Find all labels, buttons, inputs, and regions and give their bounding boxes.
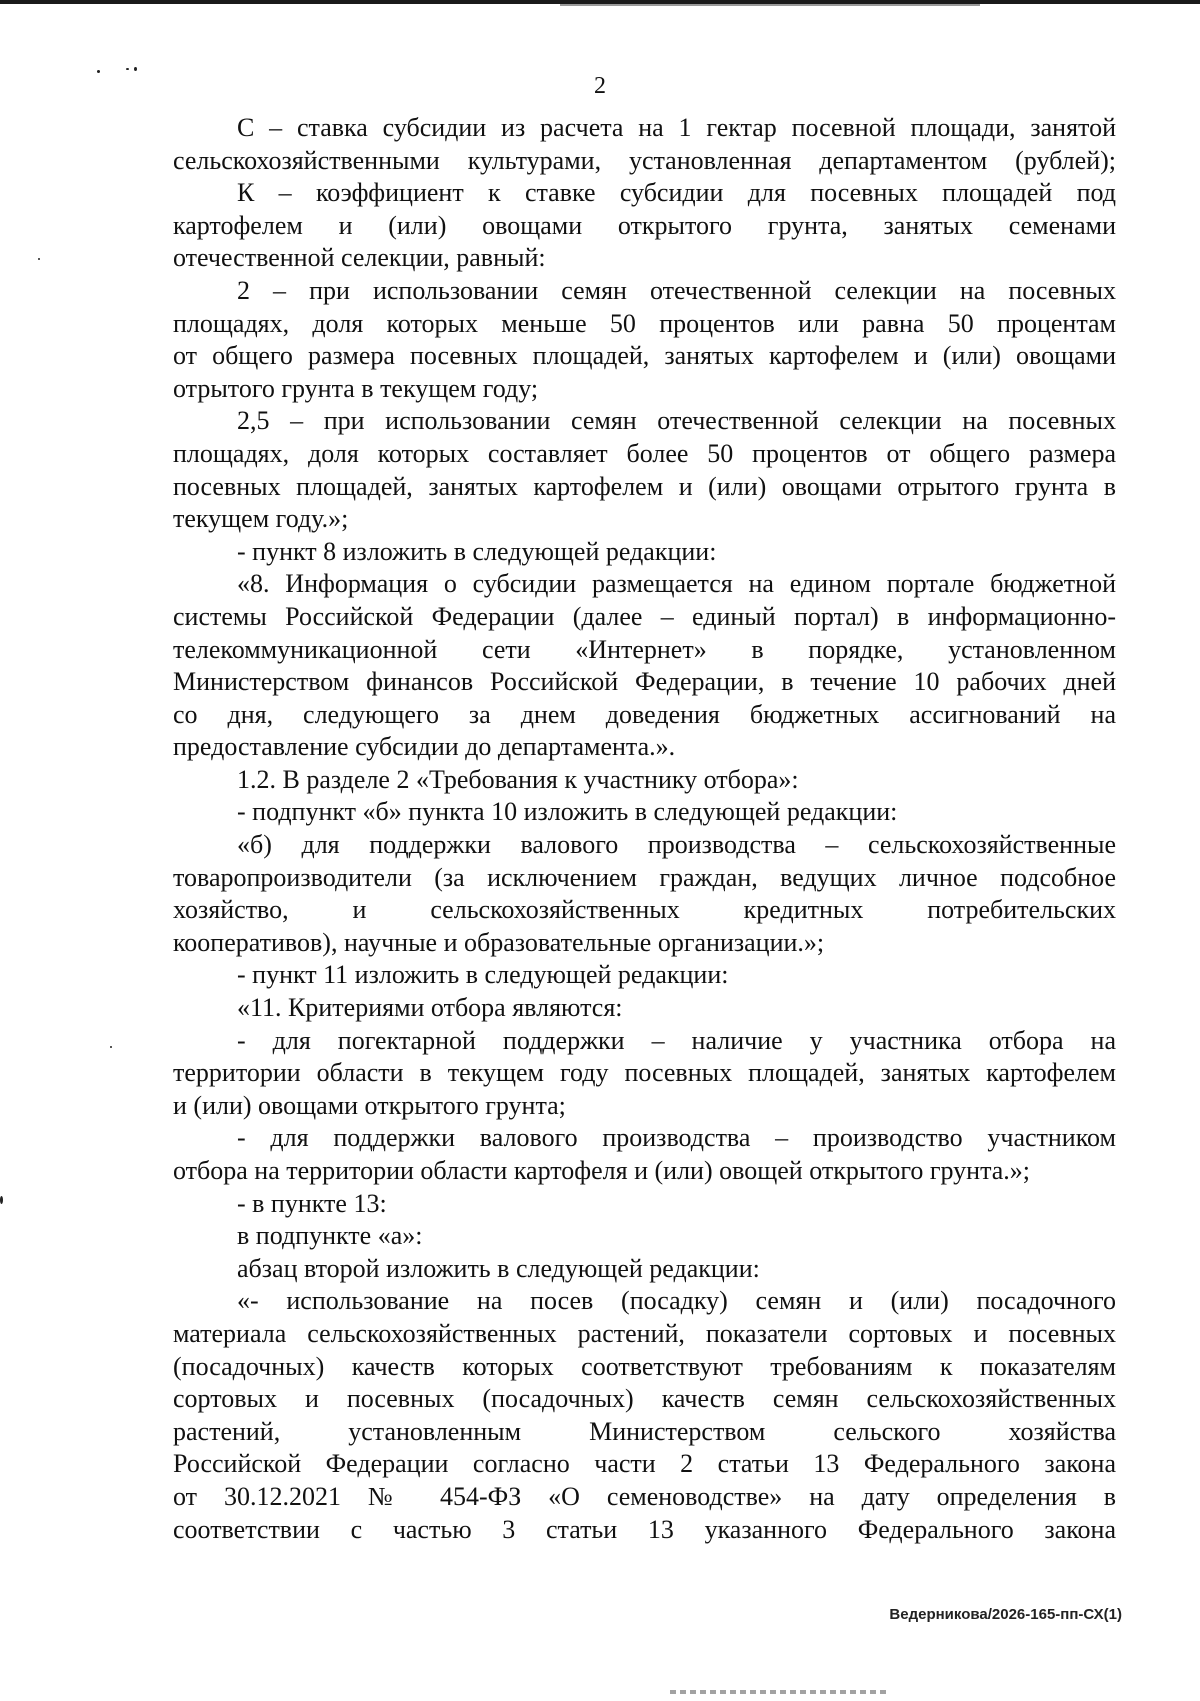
text-line: Министерством финансов Российской Федерации, в течение 10 рабочих дней — [173, 667, 1116, 697]
scan-edge-line-secondary — [560, 4, 980, 6]
text-line: - для погектарной поддержки – наличие у участника отбора на — [237, 1025, 1116, 1055]
text-line: картофелем и (или) овощами открытого грунта, занятых семенами — [173, 210, 1116, 240]
document-footer-id: Ведерникова/2026-165-пп-СХ(1) — [889, 1606, 1122, 1623]
text-line: площадях, доля которых составляет более 50 процентов от общего размера — [173, 438, 1116, 468]
text-line: растений, установленным Министерством сельского хозяйства — [173, 1416, 1116, 1446]
text-line: текущем году.»; — [173, 504, 349, 534]
text-line: телекоммуникационной сети «Интернет» в порядке, установленном — [173, 634, 1116, 664]
text-line: материала сельскохозяйственных растений, показатели сортовых и посевных — [173, 1318, 1116, 1348]
text-line: 2,5 – при использовании семян отечественной селекции на посевных — [237, 406, 1116, 436]
text-line: - подпункт «б» пункта 10 изложить в следующей редакции: — [237, 797, 898, 827]
text-line: отбора на территории области картофеля и (или) овощей открытого грунта.»; — [173, 1156, 1031, 1185]
scan-speck — [0, 1196, 3, 1204]
text-line: от общего размера посевных площадей, занятых картофелем и (или) овощами — [173, 341, 1116, 371]
text-line: «8. Информация о субсидии размещается на едином портале бюджетной — [237, 569, 1116, 599]
page-number: 2 — [594, 73, 606, 99]
text-line: 2 – при использовании семян отечественной селекции на посевных — [237, 275, 1116, 305]
scan-speck — [38, 258, 40, 260]
document-body — [173, 112, 1116, 1546]
text-line: посевных площадей, занятых картофелем и (или) овощами отрытого грунта в — [173, 471, 1116, 501]
text-line: абзац второй изложить в следующей редакции: — [237, 1253, 760, 1283]
text-line: хозяйство, и сельскохозяйственных кредитных потребительских — [173, 895, 1116, 925]
scan-edge-line-bottom — [670, 1690, 890, 1694]
text-line: С – ставка субсидии из расчета на 1 гектар посевной площади, занятой — [237, 113, 1116, 142]
text-line: отечественной селекции, равный: — [173, 243, 546, 273]
text-line: - в пункте 13: — [237, 1188, 387, 1218]
text-line: Российской Федерации согласно части 2 статьи 13 Федерального закона — [173, 1449, 1116, 1479]
text-line: в подпункте «а»: — [237, 1221, 423, 1251]
text-line: отрытого грунта в текущем году; — [173, 373, 539, 403]
text-line: сельскохозяйственными культурами, установленная департаментом (рублей); — [173, 145, 1116, 175]
text-line: «11. Критериями отбора являются: — [237, 993, 623, 1023]
text-line: кооперативов), научные и образовательные организации.»; — [173, 927, 825, 957]
text-line: - пункт 8 изложить в следующей редакции: — [237, 536, 717, 566]
text-line: К – коэффициент к ставке субсидии для посевных площадей под — [237, 178, 1116, 208]
text-line: от 30.12.2021 № 454-ФЗ «О семеноводстве» на дату определения в — [173, 1481, 1116, 1511]
text-line: площадях, доля которых меньше 50 процентов или равна 50 процентам — [173, 308, 1116, 338]
text-line: товаропроизводители (за исключением граждан, ведущих личное подсобное — [173, 862, 1116, 892]
text-line: 1.2. В разделе 2 «Требования к участнику отбора»: — [237, 764, 799, 794]
text-line: со дня, следующего за днем доведения бюджетных ассигнований на — [173, 699, 1116, 729]
text-line: «- использование на посев (посадку) семян и (или) посадочного — [237, 1286, 1116, 1316]
text-line: и (или) овощами открытого грунта; — [173, 1090, 566, 1120]
text-line: - пункт 11 изложить в следующей редакции: — [237, 960, 729, 990]
text-line: - для поддержки валового производства – производство участником — [237, 1123, 1116, 1153]
text-line: системы Российской Федерации (далее – единый портал) в информационно- — [173, 601, 1116, 631]
text-line: (посадочных) качеств которых соответствуют требованиям к показателям — [173, 1351, 1116, 1381]
text-line: сортовых и посевных (посадочных) качеств семян сельскохозяйственных — [173, 1384, 1116, 1414]
text-line: территории области в текущем году посевных площадей, занятых картофелем — [173, 1058, 1116, 1088]
scan-speck — [110, 1046, 112, 1048]
text-line: соответствии с частью 3 статьи 13 указанного Федерального закона — [173, 1514, 1116, 1544]
text-line: «б) для поддержки валового производства – сельскохозяйственные — [237, 830, 1116, 860]
text-line: предоставление субсидии до департамента.». — [173, 732, 676, 762]
